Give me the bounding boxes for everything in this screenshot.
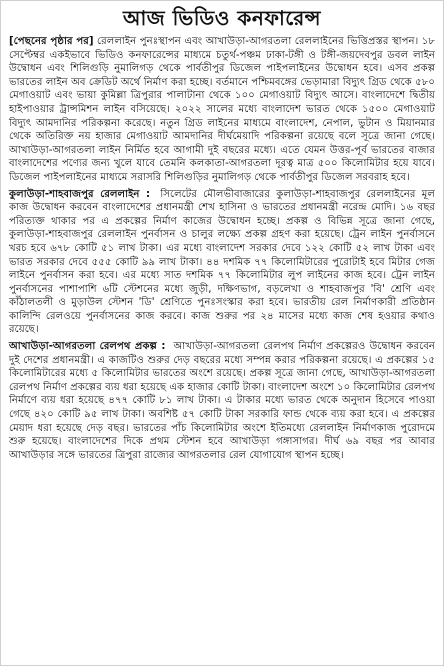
paragraph-akhaura-text: আখাউড়া-আগরতলা রেলপথ নির্মাণ প্রকল্পেরও উদ্বোধন করবেন দুই দেশের প্রধানমন্ত্রী। এ কাজটিও শুরুর দেড় বছরের মধ্যে সম্পন্ন করার পরিকল্পনা রয়েছে। এ প্রকল্পের ১৫ কিলোমিটারের মধ্যে ৫ কিলোমিটার ভারতের অংশে রয়েছে। প্রকল্প সূত্রে জানা গেছে, আখাউড়া-আগরতলা রেলপথ নির্মাণ প্রকল্পের ব্যয় ধরা হয়েছে এক হাজার কোটি টাকা। বাংলাদেশ অংশে ১০ কিলোমিটার রেলপথ নির্মাণে ব্যয় ধরা হয়েছে ৪৭৭ কোটি ৮১ লাখ টাকা। এ টাকার মধ্যে ভারত থেকে অনুদান হিসেবে পাওয়া গেছে ৪২০ কোটি ৯৫ লাখ টাকা। অবশিষ্ট ৫৭ কোটি টাকা সরকারি ফান্ড থেকে ব্যয় করা হবে। এ প্রকল্পের মেয়াদ ধরা হয়েছে দেড় বছর। ভারতের পাঁচ কিলোমিটার অংশে ইতিমধ্যে রেললাইন নির্মাণকাজ পুরোদমে শুরু হয়েছে। বাংলাদেশের দিকে প্রথম স্টেশন হবে আখাউড়া গঙ্গাসাগর। দীর্ঘ ৬৯ বছর পর আবার আখাউড়ার সঙ্গে ভারতের ত্রিপুরা রাজ্যের আগরতলার রেল যোগাযোগ স্থাপন হচ্ছে।: [9, 341, 435, 461]
article-body: [9, 35, 435, 462]
section-heading-kulaura: কুলাউড়া-শাহবাজপুর রেললাইন :: [9, 188, 151, 200]
paragraph-kulaura-text: সিলেটের মৌলভীবাজারের কুলাউড়া-শাহবাজপুর রেললাইনের মূল কাজ উদ্বোধন করবেন বাংলাদেশের প্রধানমন্ত্রী শেখ হাসিনা ও ভারতের প্রধানমন্ত্রী নরেন্দ্র মোদি। ১৬ বছর পরিত্যক্ত থাকার পর এ প্রকল্পের নির্মাণ কাজের উদ্বোধন হচ্ছে। প্রকল্প ও বিভিন্ন সূত্রে জানা গেছে, কুলাউড়া-শাহবাজপুর রেললাইন পুনর্বাসন ও চালুর লক্ষ্যে প্রকল্প গ্রহণ করা হয়েছে। ট্রেন লাইন পুনর্বাসনে খরচ হবে ৬৭৮ কোটি ৫১ লাখ টাকা। এর মধ্যে বাংলাদেশ সরকার দেবে ১২২ কোটি ৫২ লাখ টাকা এবং ভারত সরকার দেবে ৫৫৫ কোটি ৯৯ লাখ টাকা। ৪৪ দশমিক ৭৭ কিলোমিটারের পুরোটাই হবে মিটার গেজ লাইনে পুনর্বাসন করা হবে। এর মধ্যে সাত দশমিক ৭৭ কিলোমিটার লুপ লাইনের কাজ হবে। ট্রেন লাইন পুনর্বাসনের পাশাপাশি ৬টি স্টেশনের মধ্যে জুড়ী, দক্ষিণভাগ, বড়লেখা ও শাহবাজপুর 'বি' শ্রেণি এবং কাঁঠালতলী ও মুড়াউল স্টেশন 'ডি' শ্রেণিতে পুনঃসংস্কার করা হবে। ভারতীয় রেল নির্মাণকারী প্রতিষ্ঠান কালিন্দি রেলওয়ে পুনর্বাসনের কাজ করবে। কাজ শুরুর পর ২৪ মাসের মধ্যে কাজ শেষ হওয়ার কথাও রয়েছে।: [9, 188, 435, 336]
section-heading-akhaura: আখাউড়া-আগরতলা রেলপথ প্রকল্প :: [9, 341, 166, 353]
continued-from-label: [পেছনের পৃষ্ঠার পর]: [9, 36, 94, 47]
article-headline: আজ ভিডিও কনফারেন্স: [122, 6, 322, 30]
paragraph-intro: [9, 35, 435, 185]
paragraph-kulaura-shahbazpur: [9, 188, 435, 338]
paragraph-akhaura-agartala: [9, 340, 435, 462]
paragraph-intro-text: রেললাইন পুনঃস্থাপন এবং আখাউড়া-আগরতলা রেললাইনের ভিত্তিপ্রস্তর স্থাপন। ১৮ সেপ্টেম্বর একইভাবে ভিডিও কনফারেন্সের মাধ্যমে চতুর্থ-পঞ্চম ঢাকা-টঙ্গী ও টঙ্গী-জয়দেবপুর ডবল লাইন উদ্বোধন এবং শিলিগুড়ি নুমালিগড় থেকে পার্বতীপুর ডিজেল পাইপলাইনের উদ্বোধন হবে। এসব প্রকল্প ভারতের লাইন অব ক্রেডিট অর্থে নির্মাণ করা হচ্ছে। বর্তমানে পশ্চিমবঙ্গের ভেড়ামারা বিদ্যুৎ গ্রিড থেকে ৫৮০ মেগাওয়াট এবং ভায়া কুমিল্লা ত্রিপুরার পালাটানা থেকে ১০০ মেগাওয়াট বিদ্যুৎ আসে। বাংলাদেশে দ্বিতীয় হাইপাওয়ার ট্রান্সমিশন লাইন বসিয়েছে। ২০২২ সালের মধ্যে বাংলাদেশ ভারত থেকে ১৫০০ মেগাওয়াট বিদ্যুৎ আমদানির পরিকল্পনা করেছে। নতুন গ্রিড লাইনের মাধ্যমে বাংলাদেশ, নেপাল, ভুটান ও মিয়ানমার থেকে অতিরিক্ত নয় হাজার মেগাওয়াট আমদানির দীর্ঘমেয়াদি পরিকল্পনা রয়েছে বলে সূত্রে জানা গেছে। আখাউড়া-আগরতলা লাইন নির্মিত হবে আগামী দুই বছরের মধ্যে। এতে যেমন উত্তর-পূর্ব ভারতের বাজার বাংলাদেশের পণ্যের জন্য খুলে যাবে তেমনি কলকাতা-আগরতলা দূরত্ব মাত্র ৫০০ কিলোমিটার হয়ে যাবে। ডিজেল পাইপলাইনের মাধ্যমে সরাসরি শিলিগুড়ির নুমালিগড় থেকে পার্বতীপুর ডিজেল সরবরাহ হবে।: [9, 36, 435, 183]
